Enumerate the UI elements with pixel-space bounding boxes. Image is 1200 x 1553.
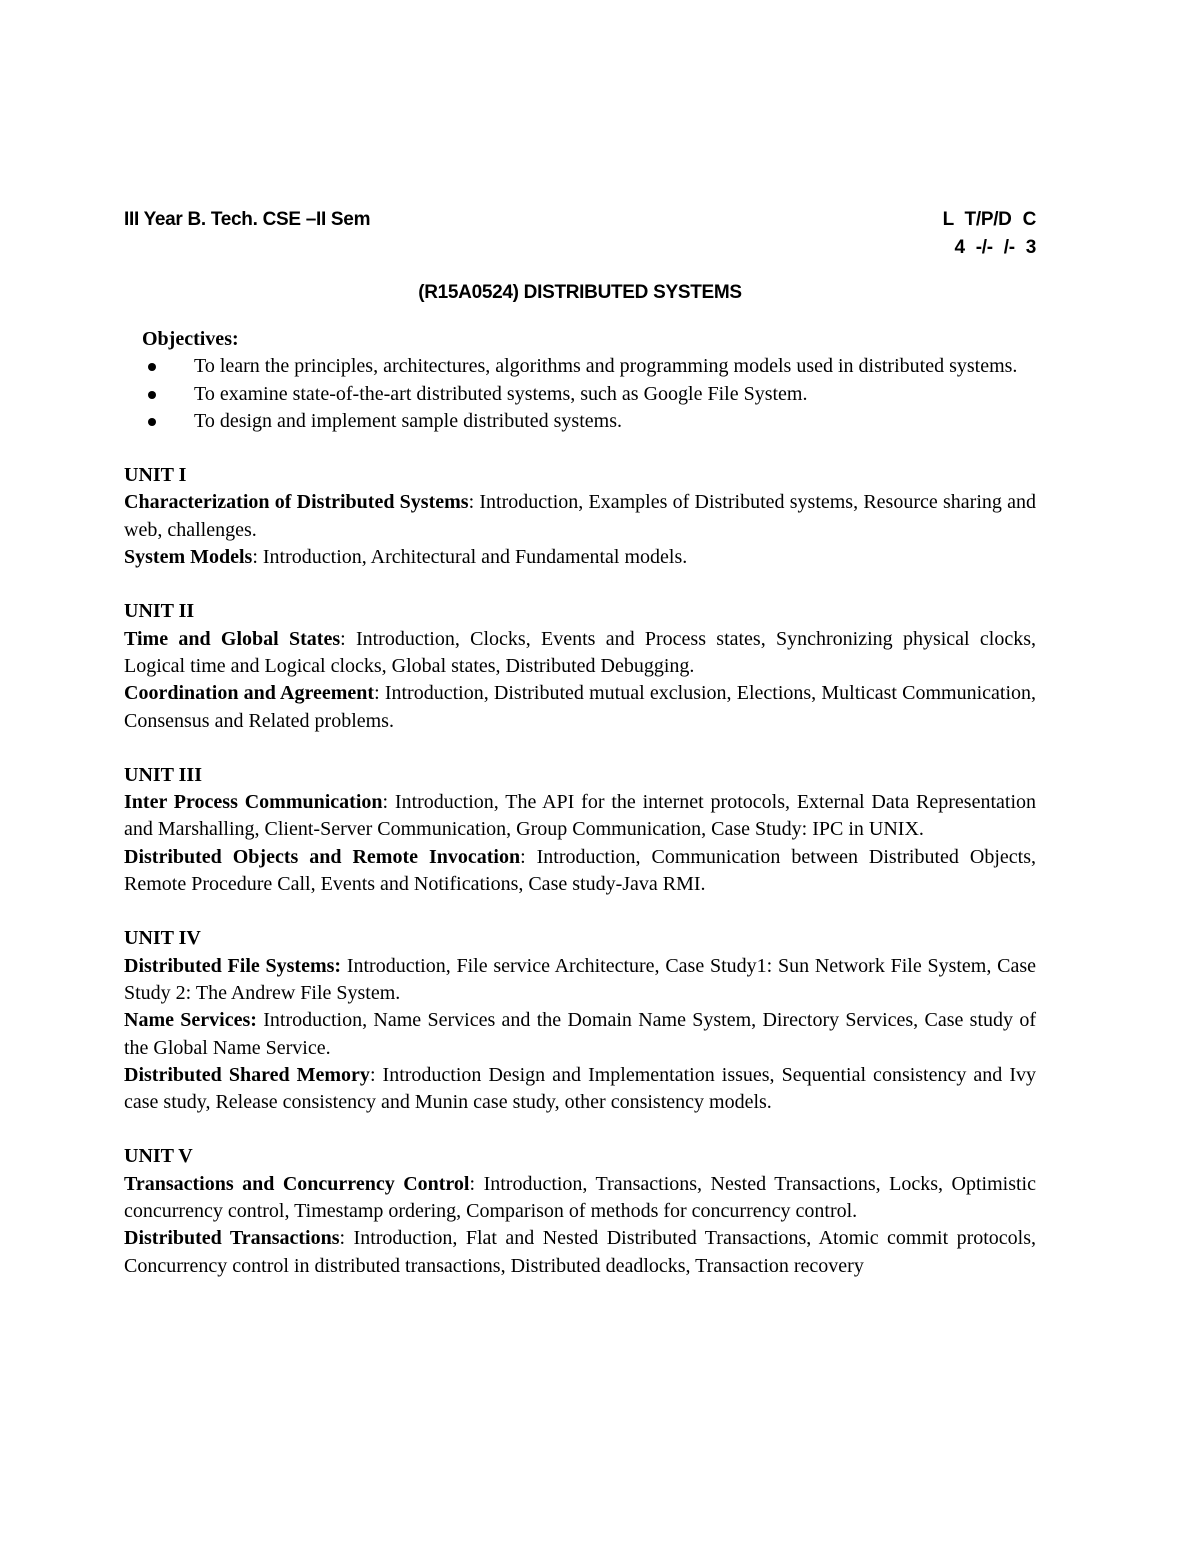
unit-topic bbox=[124, 1171, 1036, 1226]
unit-section bbox=[124, 462, 1036, 571]
topic-separator: : bbox=[369, 1063, 383, 1086]
topic-heading: Coordination and Agreement bbox=[124, 682, 375, 705]
objective-text: To design and implement sample distributed systems. bbox=[194, 409, 622, 432]
objective-item bbox=[124, 408, 1036, 435]
unit-section bbox=[124, 762, 1036, 898]
topic-heading: Distributed File Systems: bbox=[124, 954, 342, 977]
objectives-heading: Objectives: bbox=[142, 328, 239, 350]
unit-title: UNIT V bbox=[124, 1145, 193, 1168]
topic-separator: : bbox=[340, 627, 356, 650]
topic-text: Introduction, Clocks, Events and Process states, Synchronizing physical clocks, Logical time and Logical clocks, Global states, Distributed Debugging. bbox=[124, 627, 1036, 677]
topic-heading: Distributed Transactions bbox=[124, 1227, 340, 1250]
topic-text: Introduction Design and Implementation issues, Sequential consistency and Ivy case study, Release consistency and Munin case study, other consistency models. bbox=[124, 1063, 1037, 1114]
bullet-icon bbox=[148, 391, 156, 399]
topic-heading: System Models bbox=[124, 546, 253, 569]
ltpc-labels: L T/P/D C bbox=[942, 209, 1036, 230]
unit-topic bbox=[124, 1007, 1036, 1062]
topic-text: Introduction, Name Services and the Domain Name System, Directory Services, Case study of the Global Name Service. bbox=[124, 1009, 1036, 1059]
topic-separator: : bbox=[252, 546, 263, 569]
unit-title: UNIT IV bbox=[124, 927, 201, 950]
topic-heading: Distributed Shared Memory bbox=[124, 1063, 370, 1086]
objective-text: To learn the principles, architectures, algorithms and programming models used in distributed systems. bbox=[194, 355, 1018, 378]
topic-separator: : bbox=[520, 845, 537, 868]
unit-topic bbox=[124, 1062, 1036, 1117]
topic-heading: Name Services: bbox=[124, 1009, 257, 1032]
unit-topic bbox=[124, 626, 1036, 681]
topic-separator: : bbox=[469, 1172, 484, 1195]
unit-section bbox=[124, 925, 1036, 1116]
syllabus-page bbox=[124, 206, 1036, 1280]
unit-title: UNIT I bbox=[124, 464, 187, 487]
unit-topic bbox=[124, 789, 1036, 844]
topic-text: Introduction, Examples of Distributed systems, Resource sharing and web, challenges. bbox=[124, 491, 1036, 541]
objective-item bbox=[124, 353, 1036, 380]
objective-item bbox=[124, 381, 1036, 408]
unit-topic bbox=[124, 544, 1036, 571]
topic-text: Introduction, Architectural and Fundamental models. bbox=[262, 546, 688, 569]
unit-topic bbox=[124, 680, 1036, 735]
unit-section bbox=[124, 598, 1036, 734]
topic-text: Introduction, Distributed mutual exclusion, Elections, Multicast Communication, Consensus and Related problems. bbox=[124, 682, 1037, 732]
ltpc-block bbox=[943, 206, 1036, 262]
objective-text: To examine state-of-the-art distributed systems, such as Google File System. bbox=[194, 382, 808, 405]
year-semester: III Year B. Tech. CSE –II Sem bbox=[124, 209, 371, 230]
unit-topic bbox=[124, 489, 1036, 544]
topic-text: Introduction, The API for the internet protocols, External Data Representation and Marshalling, Client-Server Communication, Group Communication, Case Study: IPC in UNIX. bbox=[124, 791, 1036, 841]
bullet-icon bbox=[148, 363, 156, 371]
topic-separator: : bbox=[374, 682, 385, 705]
topic-text: Introduction, Transactions, Nested Transactions, Locks, Optimistic concurrency control, Timestamp ordering, Comparison of methods for concurrency control. bbox=[124, 1172, 1036, 1223]
topic-text: Introduction, File service Architecture, Case Study1: Sun Network File System, Case Study 2: The Andrew File System. bbox=[124, 954, 1036, 1004]
unit-title: UNIT III bbox=[124, 763, 202, 786]
bullet-icon bbox=[148, 418, 156, 426]
ltpc-values: 4 -/- /- 3 bbox=[954, 237, 1036, 258]
unit-topic bbox=[124, 844, 1036, 899]
topic-heading: Characterization of Distributed Systems bbox=[124, 491, 469, 514]
unit-topic bbox=[124, 1225, 1036, 1280]
unit-section bbox=[124, 1143, 1036, 1279]
topic-separator: : bbox=[468, 491, 480, 514]
topic-text: Introduction, Communication between Distributed Objects, Remote Procedure Call, Events and Notifications, Case study-Java RMI. bbox=[124, 845, 1036, 896]
objectives-list bbox=[124, 353, 1036, 435]
course-title: (R15A0524) DISTRIBUTED SYSTEMS bbox=[418, 282, 742, 303]
unit-title: UNIT II bbox=[124, 600, 195, 623]
unit-topic bbox=[124, 953, 1036, 1008]
topic-separator: : bbox=[382, 791, 395, 814]
topic-heading: Inter Process Communication bbox=[124, 791, 383, 814]
topic-text: Introduction, Flat and Nested Distributed Transactions, Atomic commit protocols, Concurrency control in distributed transactions, Distributed deadlocks, Transaction recovery bbox=[124, 1227, 1037, 1277]
topic-heading: Distributed Objects and Remote Invocation bbox=[124, 845, 521, 868]
topic-heading: Time and Global States bbox=[124, 627, 341, 650]
course-header bbox=[124, 206, 1036, 262]
topic-heading: Transactions and Concurrency Control bbox=[124, 1172, 470, 1195]
topic-separator: : bbox=[339, 1227, 354, 1250]
